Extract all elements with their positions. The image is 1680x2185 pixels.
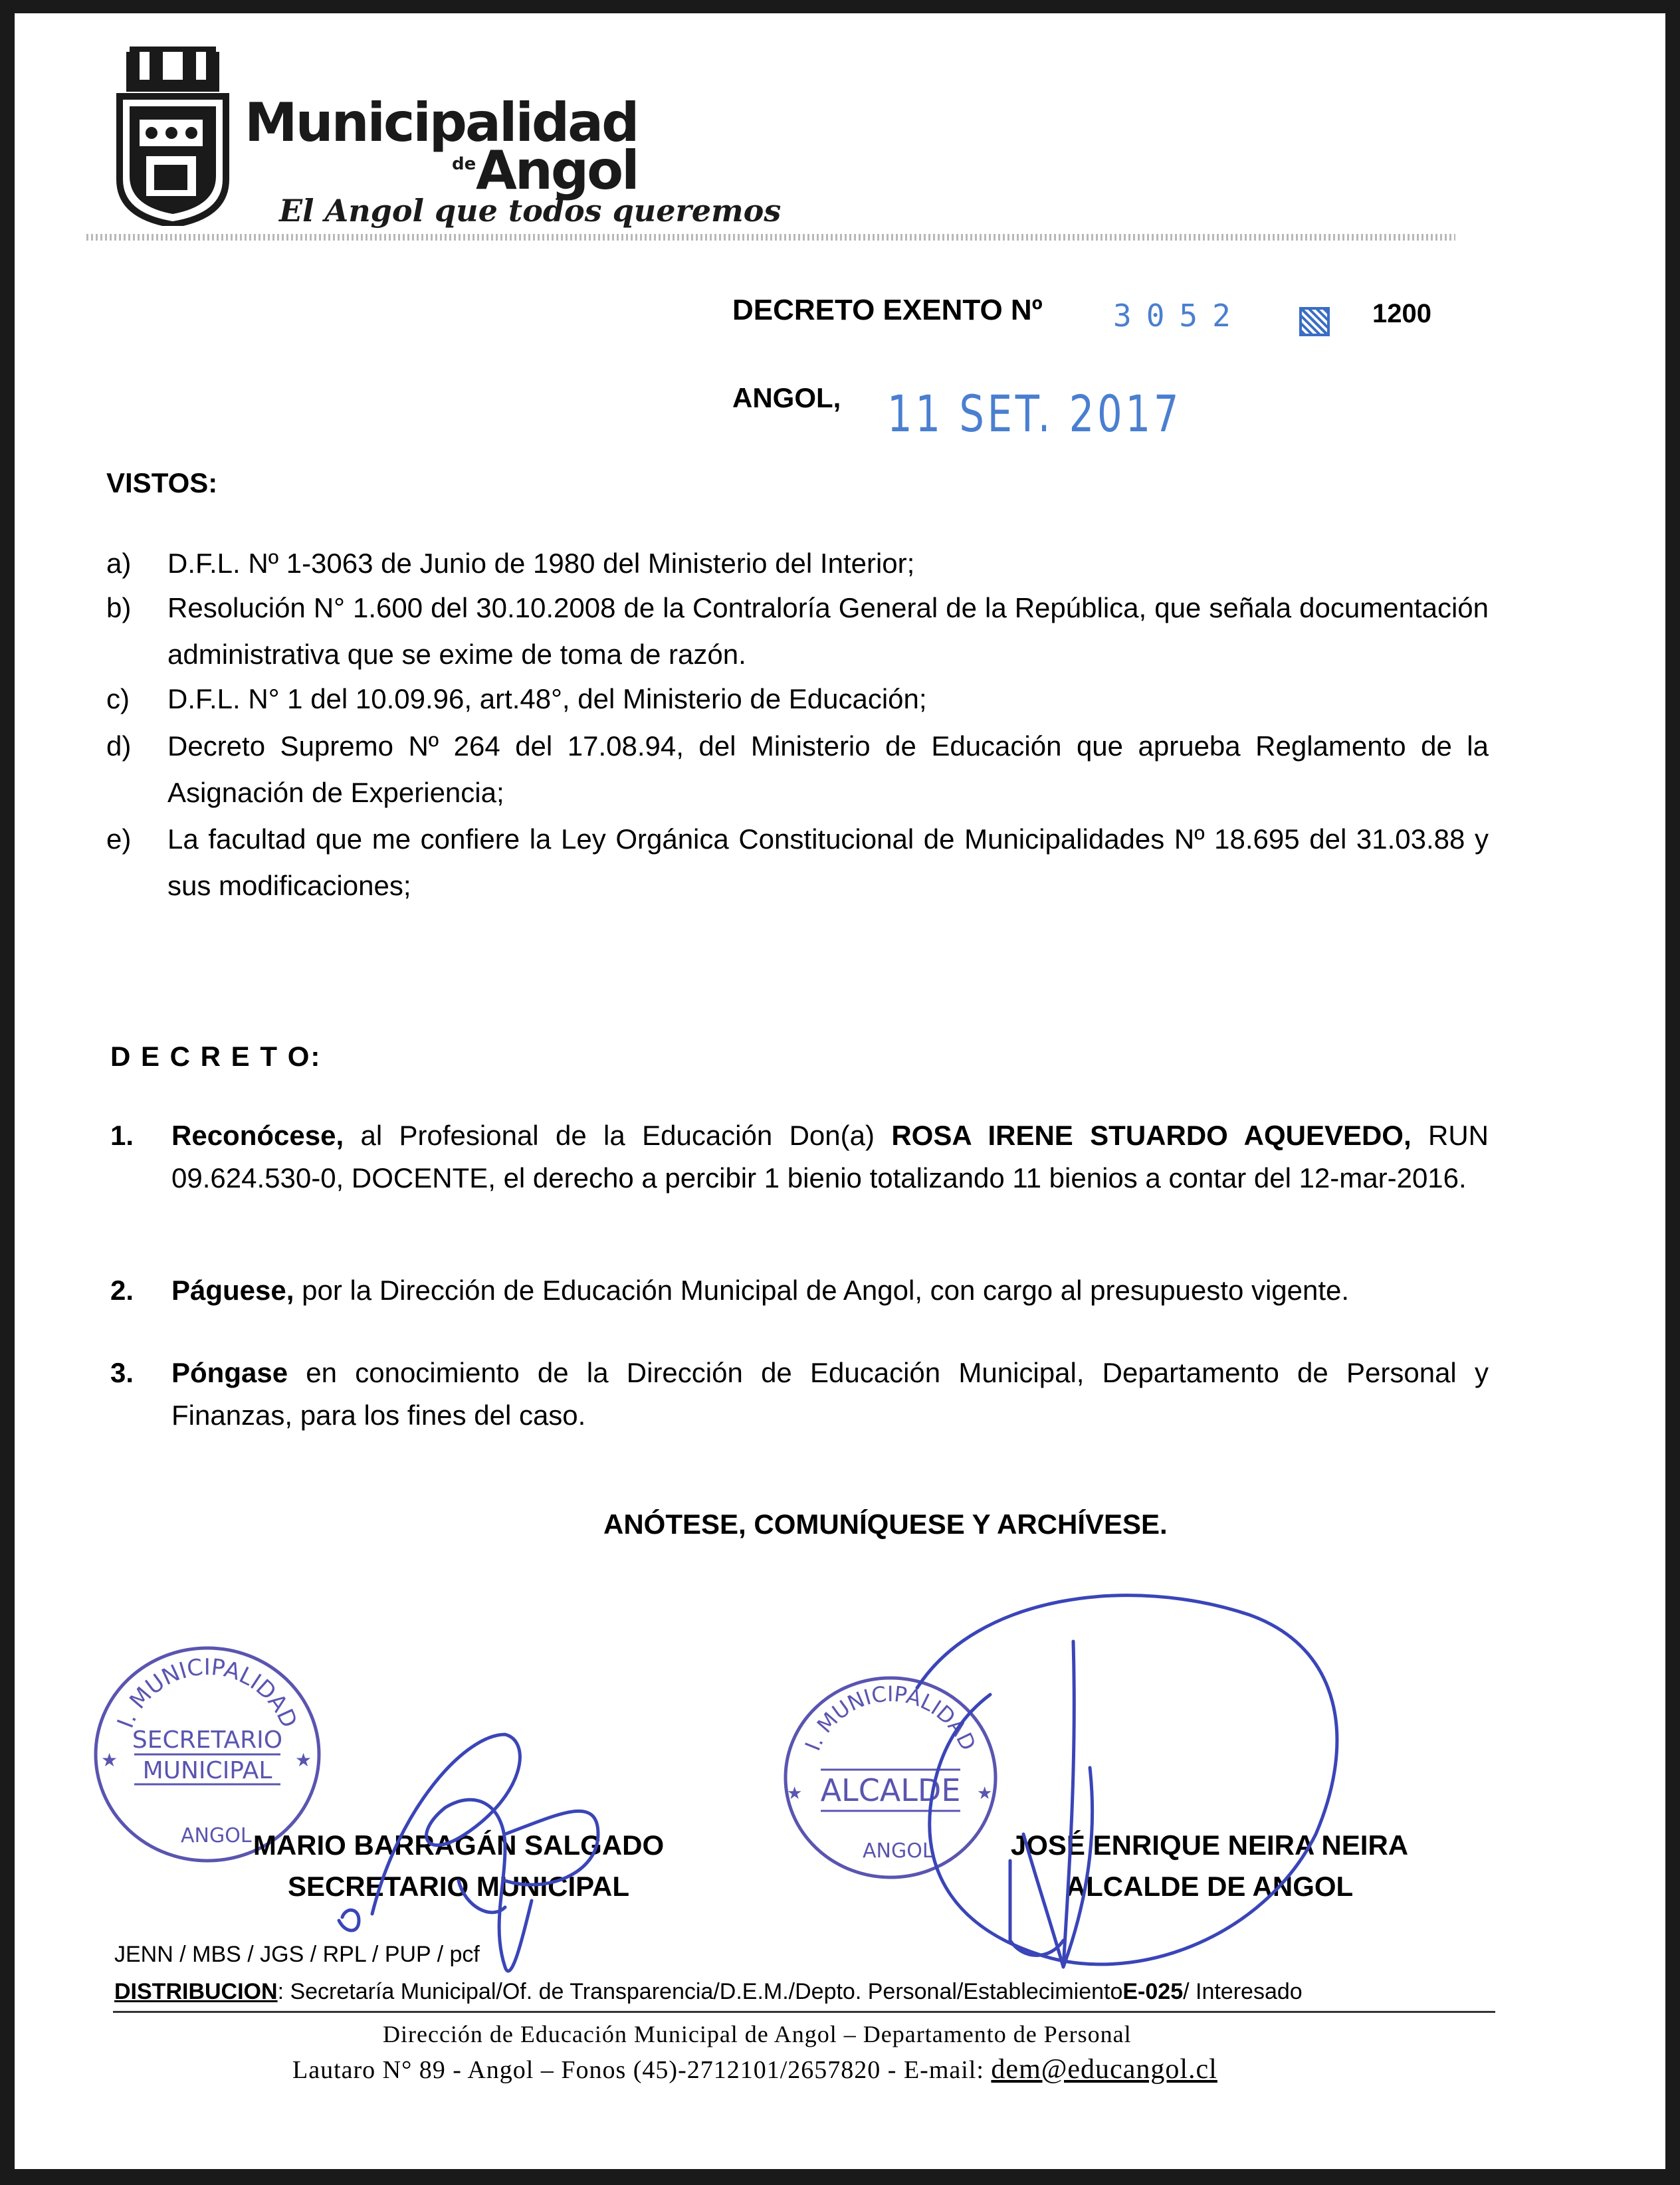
signature-block-mayor [997, 1825, 1422, 1907]
footer-divider [113, 2011, 1495, 2013]
signatory-name: JOSÉ ENRIQUE NEIRA NEIRA [1010, 1829, 1409, 1861]
vistos-item-text: D.F.L. N° 1 del 10.09.96, art.48°, del Ministerio de Educación; [167, 683, 927, 714]
decreto-item-lead: Póngase [171, 1357, 288, 1388]
signature-block-secretary [233, 1825, 684, 1907]
vistos-item-text: Decreto Supremo Nº 264 del 17.08.94, del Ministerio de Educación que aprueba Reglamento de la Asignación de Experiencia; [167, 730, 1489, 808]
signatory-name: MARIO BARRAGÁN SALGADO [253, 1829, 665, 1861]
svg-text:★: ★ [101, 1750, 118, 1771]
footer-line2 [292, 2053, 1217, 2085]
seal-bottom-text: ANGOL [181, 1824, 252, 1847]
vistos-item-text: La facultad que me confiere la Ley Orgánica Constitucional de Municipalidades Nº 18.695 del 31.03.88 y sus modificaciones; [167, 823, 1489, 901]
decreto-item-number: 3. [110, 1357, 134, 1388]
vistos-item-label: b) [106, 592, 132, 623]
seal-top-text: I. MUNICIPALIDAD [112, 1653, 302, 1732]
svg-text:★: ★ [787, 1784, 803, 1803]
decree-stamp-number: 3052 [1113, 298, 1245, 334]
decreto-item-lead: Reconócese, [171, 1120, 344, 1151]
vistos-item-label: e) [106, 823, 132, 855]
alcalde-seal [778, 1671, 1003, 1884]
brand-name-de: de [452, 154, 476, 174]
vistos-item-label: a) [106, 548, 132, 579]
initials-line: JENN / MBS / JGS / RPL / PUP / pcf [114, 1942, 480, 1967]
municipal-coat-of-arms-logo [113, 47, 233, 226]
vistos-item-label: d) [106, 730, 132, 762]
signatory-role: ALCALDE DE ANGOL [1065, 1871, 1354, 1902]
decree-date-stamp: 11 SET. 2017 [887, 384, 1182, 443]
svg-text:I. MUNICIPALIDAD [112, 1654, 302, 1732]
signatory-role: SECRETARIO MUNICIPAL [287, 1871, 630, 1902]
seal-center-text: ALCALDE [820, 1772, 961, 1808]
decreto-item-text: al Profesional de la Educación Don(a) [344, 1120, 892, 1151]
svg-text:I. MUNICIPALIDAD [800, 1681, 982, 1754]
footer-line1: Dirección de Educación Municipal de Angol – Departamento de Personal [383, 2021, 1132, 2047]
svg-text:★: ★ [295, 1750, 312, 1771]
vistos-item-text: Resolución N° 1.600 del 30.10.2008 de la Contraloría General de la República, que señala documentación administrativa que se exime de toma de razón. [167, 592, 1489, 670]
decreto-item-text: en conocimiento de la Dirección de Educación Municipal, Departamento de Personal y Finanzas, para los fines del caso. [171, 1357, 1489, 1431]
decreto-heading: D E C R E T O: [110, 1041, 322, 1072]
seal-center-text: SECRETARIO [132, 1726, 283, 1754]
decree-place: ANGOL, [732, 382, 841, 413]
svg-text:★: ★ [977, 1784, 993, 1803]
decreto-item-number: 1. [110, 1120, 134, 1151]
vistos-heading: VISTOS: [106, 467, 218, 498]
seal-bottom-text: ANGOL [863, 1839, 934, 1863]
footer-email-link[interactable]: dem@educangol.cl [991, 2054, 1217, 2085]
distribution-text: / Interesado [1183, 1979, 1303, 2004]
decree-code: 1200 [1372, 299, 1431, 328]
brand-slogan: El Angol que todos queremos [279, 193, 782, 229]
decreto-item-number: 2. [110, 1275, 134, 1306]
decree-title: DECRETO EXENTO Nº [732, 294, 1043, 326]
closing-formula: ANÓTESE, COMUNÍQUESE Y ARCHÍVESE. [603, 1509, 1168, 1540]
decreto-item-text: por la Dirección de Educación Municipal de Angol, con cargo al presupuesto vigente. [294, 1275, 1350, 1306]
stamp-mark-icon [1299, 307, 1330, 336]
distribution-text: : Secretaría Municipal/Of. de Transparencia/D.E.M./Depto. Personal/Establecimiento [277, 1979, 1123, 2004]
header-divider [86, 234, 1455, 241]
brand-name-line2: Angol [476, 140, 638, 201]
teacher-name: ROSA IRENE STUARDO AQUEVEDO, [891, 1120, 1412, 1151]
vistos-item-text: D.F.L. Nº 1-3063 de Junio de 1980 del Ministerio del Interior; [167, 548, 915, 579]
distribution-code: E-025 [1122, 1979, 1184, 2004]
seal-center-text: MUNICIPAL [142, 1757, 272, 1784]
seal-top-text: I. MUNICIPALIDAD [799, 1681, 982, 1754]
vistos-item-label: c) [106, 683, 130, 714]
distribution-line [114, 1979, 1303, 2005]
footer-address: Lautaro N° 89 - Angol – Fonos (45)-2712101/2657820 - E-mail: [292, 2056, 992, 2084]
brand-name-line1: Municipalidad [245, 92, 638, 154]
decreto-item-lead: Páguese, [171, 1275, 294, 1306]
decreto-item-text: RUN 09.624.530-0, DOCENTE, el derecho a percibir 1 bienio totalizando 11 bienios a contar del 12-mar-2016. [171, 1120, 1489, 1194]
distribution-label: DISTRIBUCION [114, 1979, 278, 2004]
